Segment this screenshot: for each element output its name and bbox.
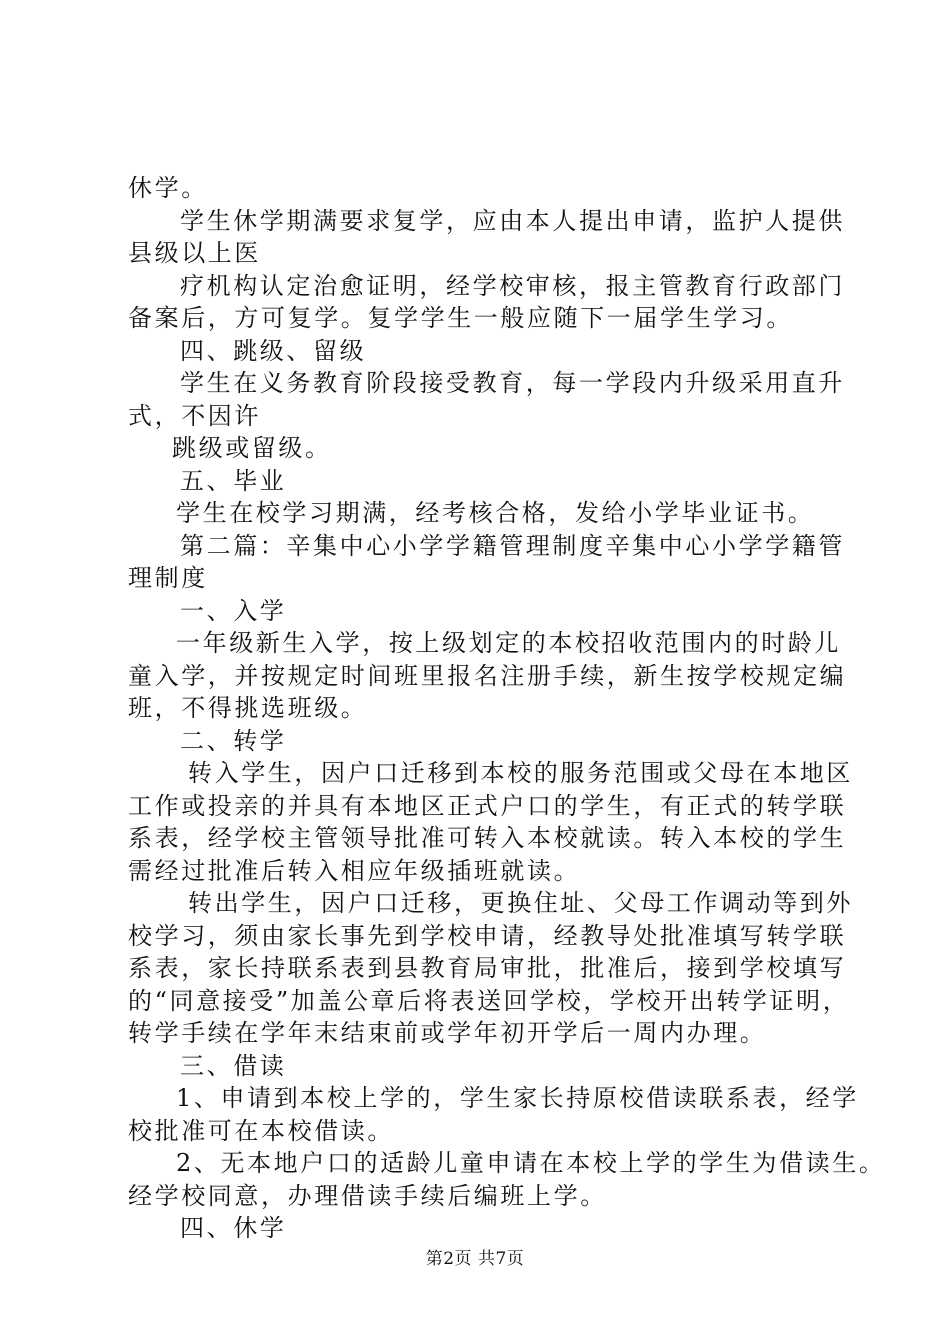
text-line: 校学习，须由家长事先到学校申请，经教导处批准填写转学联 [128,921,847,950]
page-number-footer: 第2页 共7页 [425,1249,525,1269]
text-line: 备案后，方可复学。复学学生一般应随下一届学生学习。 [128,304,793,332]
text-line: 经学校同意，办理借读手续后编班上学。 [128,1181,607,1210]
text-line: 工作或投亲的并具有本地区正式户口的学生，有正式的转学联 [128,791,847,820]
text-line: 学生休学期满要求复学，应由本人提出申请，监护人提供 [180,206,845,235]
section-heading: 四、休学 [180,1214,287,1242]
text-line: 班，不得挑选班级。 [128,694,368,722]
section-heading: 三、借读 [180,1051,287,1080]
text-line: 童入学，并按规定时间班里报名注册手续，新生按学校规定编 [128,661,847,690]
text-line: 系表，家长持联系表到县教育局审批，批准后，接到学校填写 [128,954,847,982]
text-line: 校批准可在本校借读。 [128,1116,394,1145]
text-line: 需经过批准后转入相应年级插班就读。 [128,856,581,885]
text-line: 转出学生，因户口迁移，更换住址、父母工作调动等到外 [188,889,853,917]
text-line: 1、申请到本校上学的，学生家长持原校借读联系表，经学 [176,1084,859,1112]
text-line: 学生在校学习期满，经考核合格，发给小学毕业证书。 [176,499,815,527]
section-heading: 五、毕业 [180,466,287,495]
section-heading: 四、跳级、留级 [180,336,367,365]
text-line: 2、无本地户口的适龄儿童申请在本校上学的学生为借读生。 [176,1149,886,1177]
text-line: 系表，经学校主管领导批准可转入本校就读。转入本校的学生 [128,824,847,852]
text-line: 转入学生，因户口迁移到本校的服务范围或父母在本地区 [188,759,853,787]
chapter-title: 理制度 [128,564,208,592]
text-line: 休学。 [128,174,208,202]
chapter-title: 第二篇：辛集中心小学学籍管理制度辛集中心小学学籍管 [180,531,845,560]
document-body [128,172,886,1245]
text-line: 疗机构认定治愈证明，经学校审核，报主管教育行政部门 [180,271,845,300]
section-heading: 二、转学 [180,726,287,755]
text-line: 的“同意接受”加盖公章后将表送回学校，学校开出转学证明， [128,986,850,1015]
text-line: 转学手续在学年末结束前或学年初开学后一周内办理。 [128,1019,767,1047]
text-line: 学生在义务教育阶段接受教育，每一学段内升级采用直升 [180,369,845,397]
section-heading: 一、入学 [180,596,287,625]
text-line: 跳级或留级。 [172,434,332,462]
text-line: 一年级新生入学，按上级划定的本校招收范围内的时龄儿 [176,629,841,657]
text-line: 县级以上医 [128,239,261,267]
text-line: 式，不因许 [128,401,261,430]
